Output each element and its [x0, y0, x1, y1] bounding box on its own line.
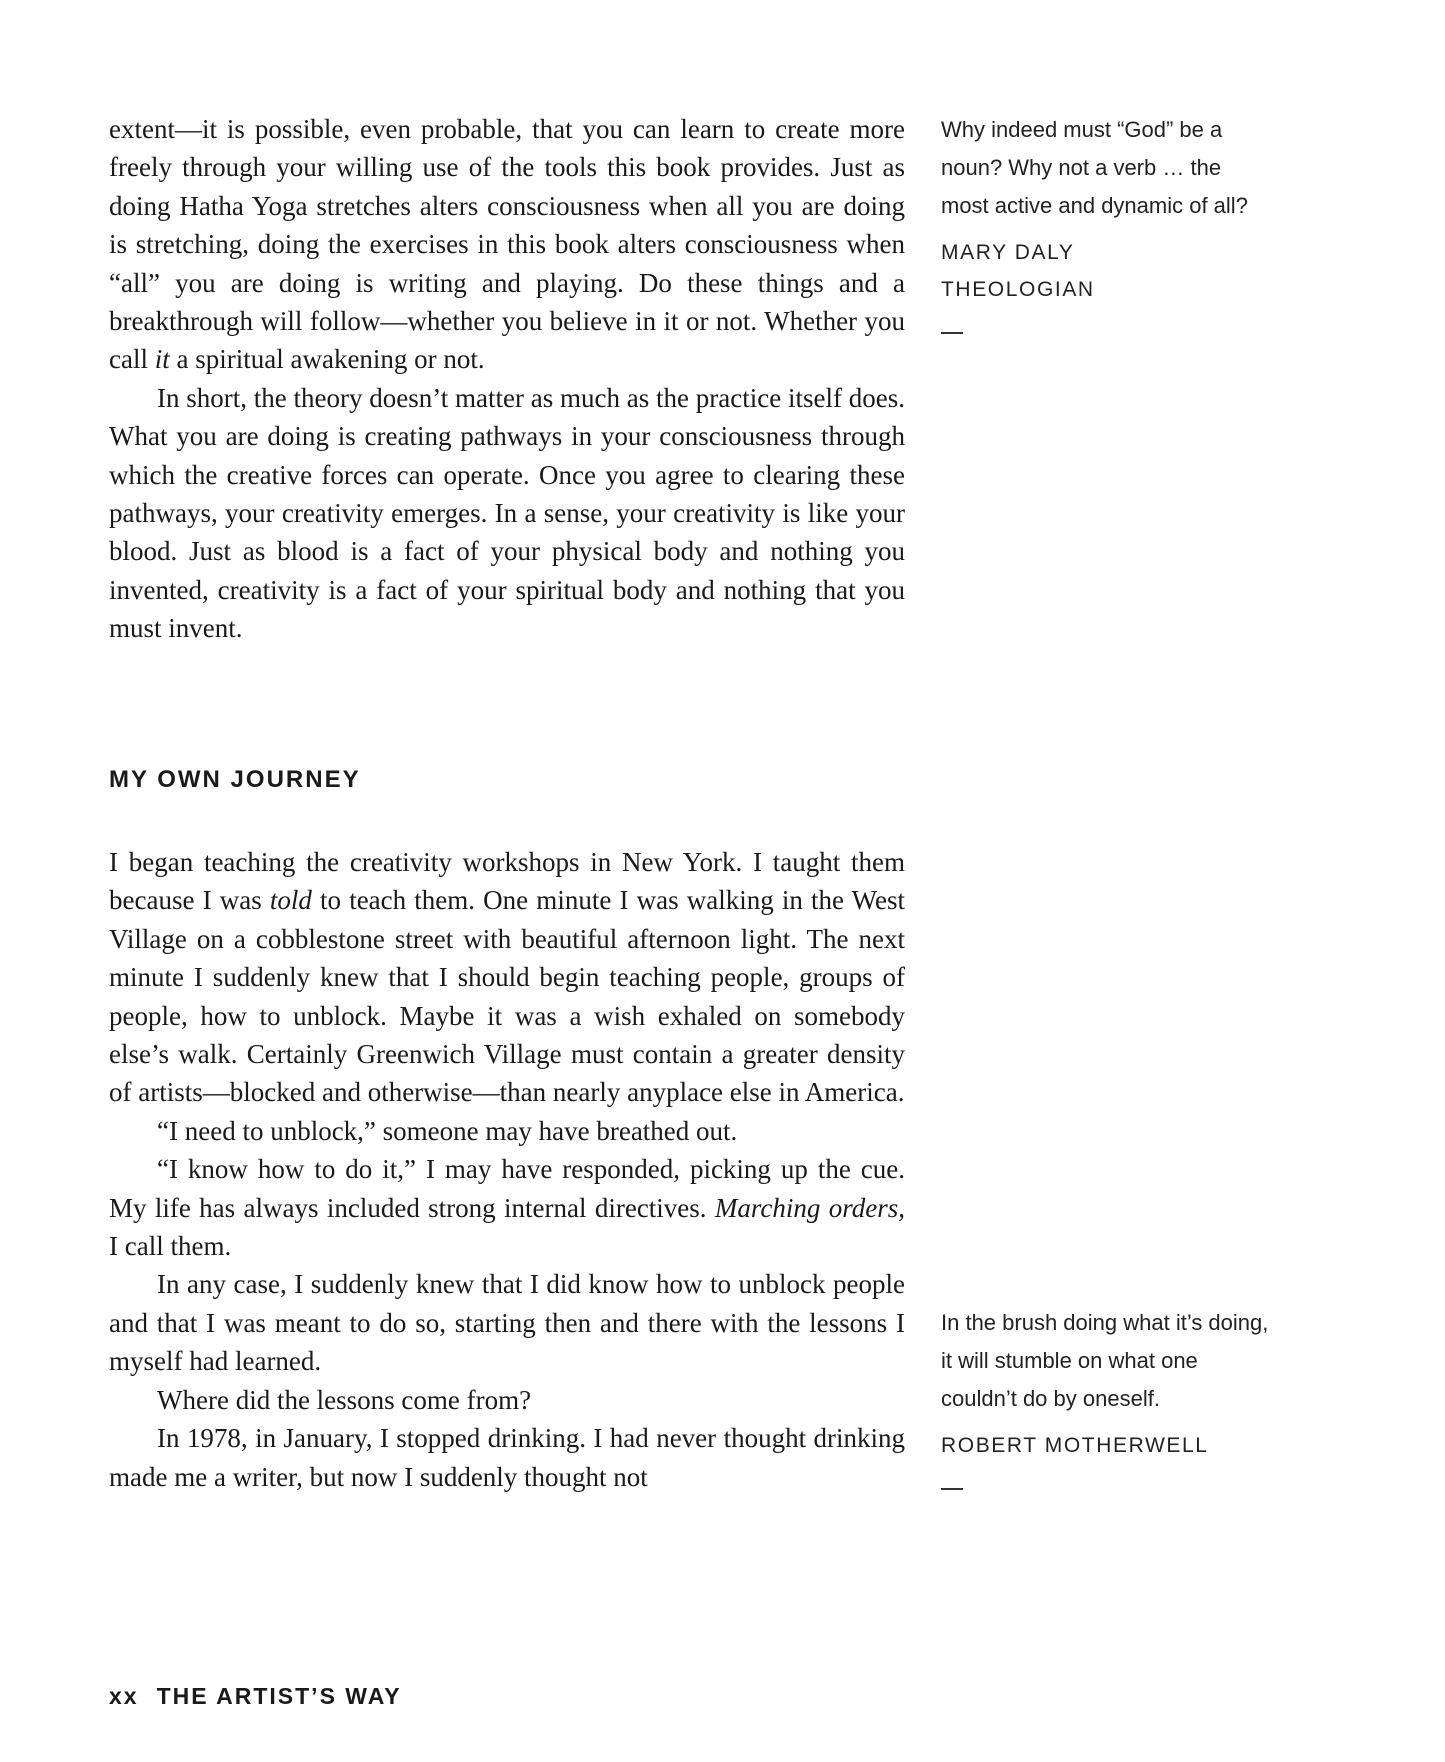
section-title: MY OWN JOURNEY [109, 766, 361, 793]
paragraph-began-teaching [109, 843, 905, 1112]
paragraph-in-any-case: In any case, I suddenly knew that I did know how to unblock people and that I was meant to do so, starting then and there with the lessons I myself had learned. [109, 1269, 905, 1377]
paragraph-in-1978: In 1978, in January, I stopped drinking. I had never thought drinking made me a writer, but now I suddenly thought not [109, 1423, 905, 1492]
quote-divider [941, 1488, 963, 1490]
quote-text: Why indeed must “God” be a noun? Why not a verb … the most active and dynamic of all? [941, 117, 1248, 218]
paragraph-extent [109, 110, 905, 379]
quote-text: In the brush doing what it’s doing, it will stumble on what one couldn’t do by oneself. [941, 1310, 1269, 1411]
page-number: xx [109, 1683, 139, 1709]
emphasis-marching-orders: Marching orders, [714, 1192, 905, 1223]
paragraph-know-how [109, 1150, 905, 1265]
page-footer [109, 1683, 402, 1710]
paragraph-where-did: Where did the lessons come from? [157, 1384, 532, 1415]
emphasis-it: it [154, 344, 170, 375]
paragraph-extent-end: a spiritual awakening or not. [169, 344, 485, 375]
quote-author: ROBERT MOTHERWELL [941, 1434, 1209, 1457]
quote-author: MARY DALY [941, 241, 1075, 264]
sidebar-quote-motherwell [941, 1304, 1271, 1490]
paragraph-know-how-a: “I know how to do it,” I may have responded, picking up the cue. My life has always included strong internal directives. [109, 1154, 905, 1223]
emphasis-told: told [269, 885, 312, 916]
paragraph-began-teaching-b: to teach them. One minute I was walking in the West Village on a cobblestone street with beautiful afternoon light. The next minute I suddenly knew that I should begin teaching people, groups of people, how to unblock. Maybe it was a wish exhaled on somebody else’s walk. Certainly Greenwich Village must contain a greater density of artists—blocked and otherwise—than nearly anyplace else in America. [109, 885, 905, 1108]
paragraph-extent-text: extent—it is possible, even probable, that you can learn to create more freely through your willing use of the tools this book provides. Just as doing Hatha Yoga stretches alters consciousness when all you are doing is stretching, doing the exercises in this book alters consciousness when “all” you are doing is writing and playing. Do these things and a breakthrough will follow—whether you believe in it or not. Whether you call [109, 114, 905, 375]
paragraph-began-teaching-a: I began teaching the creativity workshops in New York. I taught them because I was [109, 847, 905, 916]
quote-divider [941, 332, 963, 334]
running-title: THE ARTIST’S WAY [156, 1683, 402, 1709]
main-text-column-top [109, 110, 905, 648]
quote-author-role: THEOLOGIAN [941, 278, 1095, 301]
sidebar-quote-mary-daly [941, 111, 1271, 334]
main-text-column-bottom [109, 843, 905, 1496]
paragraph-know-how-b: I call them. [109, 1231, 232, 1262]
paragraph-in-short: In short, the theory doesn’t matter as much as the practice itself does. What you are doing is creating pathways in your consciousness through which the creative forces can operate. Once you agree to clearing these pathways, your creativity emerges. In a sense, your creativity is like your blood. Just as blood is a fact of your physical body and nothing you invented, creativity is a fact of your spiritual body and nothing that you must invent. [109, 382, 905, 644]
paragraph-need-to-unblock: “I need to unblock,” someone may have breathed out. [157, 1115, 738, 1146]
